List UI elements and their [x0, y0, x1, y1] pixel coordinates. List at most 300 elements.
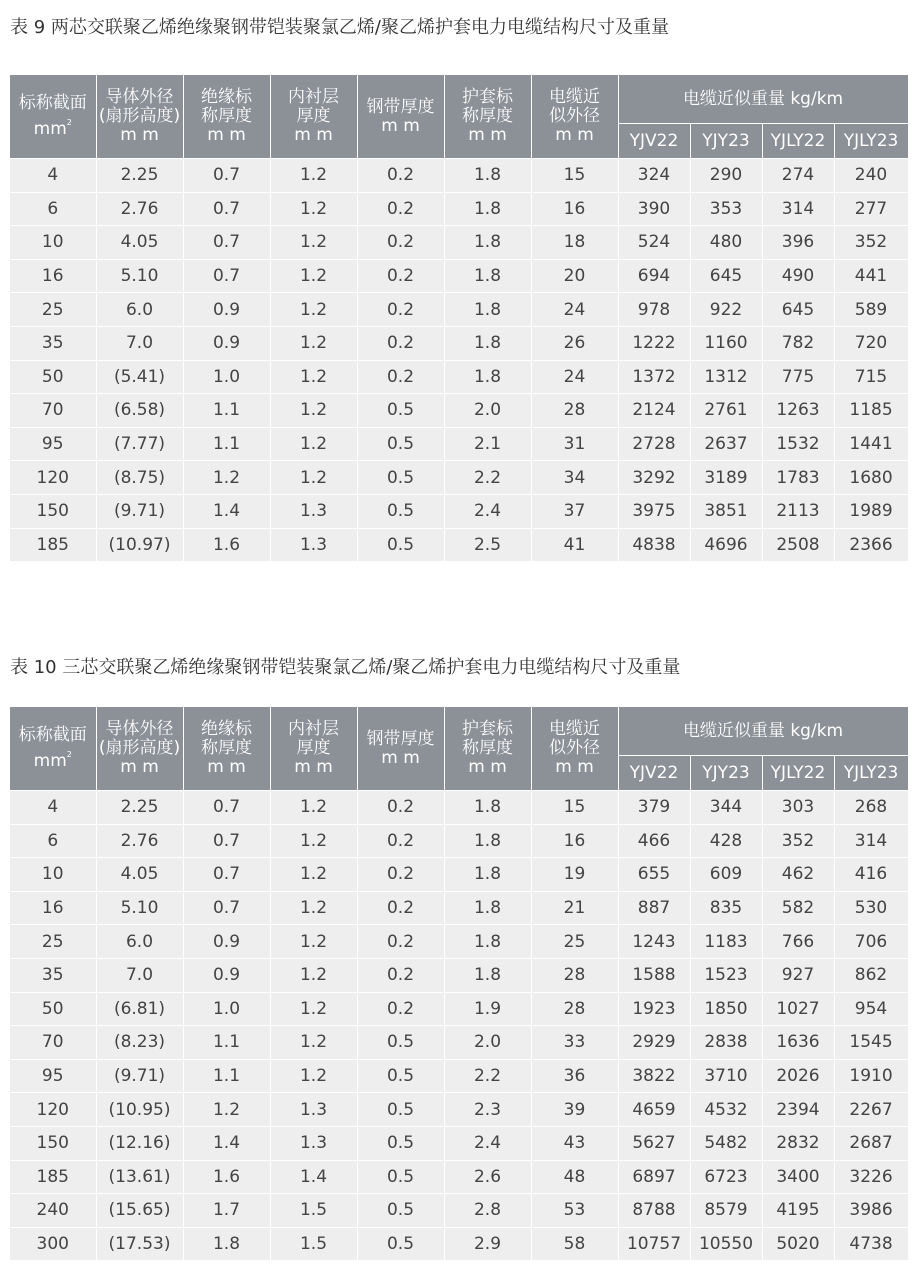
table-cell: 379 [618, 791, 690, 825]
table-cell: 0.5 [357, 394, 444, 428]
table-cell: 462 [762, 858, 834, 892]
table-cell: 775 [762, 360, 834, 394]
table-cell: 5020 [762, 1227, 834, 1261]
table-row [10, 992, 908, 1026]
table-cell: 0.2 [357, 858, 444, 892]
table-cell: 19 [531, 858, 618, 892]
table-cell: (8.75) [96, 461, 183, 495]
table-row [10, 427, 908, 461]
table-cell: 1.2 [270, 791, 357, 825]
table-cell: 4 [10, 159, 96, 193]
table-cell: 2.76 [96, 824, 183, 858]
table-cell: 0.7 [183, 791, 270, 825]
table-cell: 352 [834, 226, 908, 260]
table-cell: 0.7 [183, 824, 270, 858]
table-cell: 1263 [762, 394, 834, 428]
table-cell: 1.2 [183, 1093, 270, 1127]
table-cell: 344 [690, 791, 762, 825]
table-cell: 0.9 [183, 958, 270, 992]
table-cell: 0.7 [183, 192, 270, 226]
table-cell: 6897 [618, 1160, 690, 1194]
table-cell: 2.4 [444, 494, 531, 528]
table-cell: 0.9 [183, 326, 270, 360]
header-conductor-diameter: 导体外径 (扇形高度) m m [96, 707, 183, 791]
table-cell: (6.58) [96, 394, 183, 428]
table-cell: 1.3 [270, 1093, 357, 1127]
header-type-yjly22: YJLY22 [762, 756, 834, 791]
table-cell: 978 [618, 293, 690, 327]
table-cell: 41 [531, 528, 618, 562]
table-cell: (17.53) [96, 1227, 183, 1261]
table-cell: 26 [531, 326, 618, 360]
table-row [10, 360, 908, 394]
table-10-title: 表 10 三芯交联聚乙烯绝缘聚钢带铠装聚氯乙烯/聚乙烯护套电力电缆结构尺寸及重量 [10, 657, 681, 678]
table-cell: 1.8 [444, 958, 531, 992]
table-cell: 0.9 [183, 925, 270, 959]
table-cell: 95 [10, 1059, 96, 1093]
table-cell: 0.7 [183, 226, 270, 260]
table-cell: 2838 [690, 1026, 762, 1060]
table-cell: 24 [531, 293, 618, 327]
table-cell: 1372 [618, 360, 690, 394]
table-cell: 1.8 [444, 858, 531, 892]
table-cell: 1545 [834, 1026, 908, 1060]
header-type-yjv22: YJV22 [618, 124, 690, 159]
table-cell: 862 [834, 958, 908, 992]
table-cell: 1312 [690, 360, 762, 394]
table-cell: 1680 [834, 461, 908, 495]
table-cell: 2.2 [444, 1059, 531, 1093]
table-cell: 694 [618, 259, 690, 293]
table-cell: 2637 [690, 427, 762, 461]
table-cell: (5.41) [96, 360, 183, 394]
header-type-yjy23: YJY23 [690, 756, 762, 791]
table-cell: 33 [531, 1026, 618, 1060]
table-cell: 0.2 [357, 326, 444, 360]
header-type-yjly22: YJLY22 [762, 124, 834, 159]
table-cell: 5.10 [96, 891, 183, 925]
table-cell: 5627 [618, 1126, 690, 1160]
table-cell: 1243 [618, 925, 690, 959]
table-cell: 2.1 [444, 427, 531, 461]
table-cell: 1.1 [183, 394, 270, 428]
table-cell: 37 [531, 494, 618, 528]
table-row [10, 1093, 908, 1127]
table-cell: 1.9 [444, 992, 531, 1026]
table-cell: 352 [762, 824, 834, 858]
table-cell: 1.8 [444, 159, 531, 193]
table-cell: 0.2 [357, 891, 444, 925]
table-cell: 0.2 [357, 259, 444, 293]
table-cell: 0.7 [183, 159, 270, 193]
table-cell: 8788 [618, 1194, 690, 1228]
table-cell: 240 [10, 1194, 96, 1228]
table-cell: 1.2 [270, 259, 357, 293]
table-cell: 0.5 [357, 528, 444, 562]
table-cell: 120 [10, 1093, 96, 1127]
table-cell: (9.71) [96, 494, 183, 528]
table-cell: 2761 [690, 394, 762, 428]
table-cell: 466 [618, 824, 690, 858]
table-cell: 324 [618, 159, 690, 193]
table-row [10, 1227, 908, 1261]
table-cell: 20 [531, 259, 618, 293]
table-cell: 185 [10, 1160, 96, 1194]
table-cell: 645 [690, 259, 762, 293]
table-row [10, 791, 908, 825]
table-10-body [10, 791, 908, 1261]
header-sheath-thickness: 护套标 称厚度 m m [444, 75, 531, 159]
table-row [10, 1026, 908, 1060]
table-cell: 31 [531, 427, 618, 461]
table-cell: 0.2 [357, 958, 444, 992]
table-cell: 1.2 [270, 461, 357, 495]
table-cell: 8579 [690, 1194, 762, 1228]
table-9 [10, 74, 909, 562]
table-cell: 28 [531, 394, 618, 428]
table-cell: 6.0 [96, 925, 183, 959]
header-insulation-thickness: 绝缘标 称厚度 m m [183, 707, 270, 791]
table-cell: 1.5 [270, 1227, 357, 1261]
table-10 [10, 706, 909, 1261]
table-cell: 582 [762, 891, 834, 925]
table-cell: 0.2 [357, 360, 444, 394]
table-cell: 927 [762, 958, 834, 992]
table-cell: 4659 [618, 1093, 690, 1127]
table-cell: 490 [762, 259, 834, 293]
table-cell: 2.25 [96, 791, 183, 825]
table-cell: 7.0 [96, 326, 183, 360]
table-cell: 715 [834, 360, 908, 394]
table-cell: 1.4 [183, 494, 270, 528]
table-cell: 1.2 [270, 1059, 357, 1093]
table-cell: 1.2 [270, 192, 357, 226]
table-cell: 1.8 [444, 925, 531, 959]
table-cell: 274 [762, 159, 834, 193]
table-cell: 1.4 [183, 1126, 270, 1160]
table-cell: 1.8 [444, 360, 531, 394]
table-cell: 720 [834, 326, 908, 360]
table-cell: 15 [531, 791, 618, 825]
table-9-title: 表 9 两芯交联聚乙烯绝缘聚钢带铠装聚氯乙烯/聚乙烯护套电力电缆结构尺寸及重量 [10, 17, 669, 38]
table-cell: 2124 [618, 394, 690, 428]
table-cell: 3851 [690, 494, 762, 528]
table-cell: 314 [834, 824, 908, 858]
table-cell: 25 [531, 925, 618, 959]
header-steel-tape-thickness: 钢带厚度 m m [357, 75, 444, 159]
table-cell: 0.7 [183, 858, 270, 892]
table-cell: 1183 [690, 925, 762, 959]
table-cell: (10.95) [96, 1093, 183, 1127]
table-cell: 0.5 [357, 1194, 444, 1228]
table-cell: 0.2 [357, 992, 444, 1026]
table-cell: 589 [834, 293, 908, 327]
table-cell: 0.5 [357, 1093, 444, 1127]
table-cell: 48 [531, 1160, 618, 1194]
table-cell: 3400 [762, 1160, 834, 1194]
header-inner-layer-thickness: 内衬层 厚度 m m [270, 707, 357, 791]
table-cell: 1.8 [444, 226, 531, 260]
header-approx-weight: 电缆近似重量 kg/km [618, 75, 908, 124]
table-cell: 2.9 [444, 1227, 531, 1261]
table-row [10, 494, 908, 528]
table-cell: 524 [618, 226, 690, 260]
table-cell: 53 [531, 1194, 618, 1228]
table-cell: 0.2 [357, 159, 444, 193]
table-row [10, 1126, 908, 1160]
table-cell: 6 [10, 824, 96, 858]
table-cell: 1.8 [183, 1227, 270, 1261]
table-cell: 2026 [762, 1059, 834, 1093]
table-cell: 1.2 [270, 159, 357, 193]
table-cell: 1.2 [270, 824, 357, 858]
table-cell: (10.97) [96, 528, 183, 562]
table-cell: 10 [10, 226, 96, 260]
header-outer-diameter: 电缆近 似外径 m m [531, 75, 618, 159]
table-cell: 28 [531, 992, 618, 1026]
table-cell: 120 [10, 461, 96, 495]
table-cell: 2.3 [444, 1093, 531, 1127]
table-cell: 609 [690, 858, 762, 892]
table-cell: 2.6 [444, 1160, 531, 1194]
table-cell: 835 [690, 891, 762, 925]
table-cell: 6 [10, 192, 96, 226]
table-row [10, 259, 908, 293]
header-approx-weight: 电缆近似重量 kg/km [618, 707, 908, 756]
table-cell: 18 [531, 226, 618, 260]
table-cell: (13.61) [96, 1160, 183, 1194]
table-cell: 706 [834, 925, 908, 959]
table-cell: 0.5 [357, 1227, 444, 1261]
table-cell: 35 [10, 958, 96, 992]
table-cell: 1.2 [270, 925, 357, 959]
table-cell: 25 [10, 293, 96, 327]
table-cell: 1636 [762, 1026, 834, 1060]
table-cell: 441 [834, 259, 908, 293]
table-cell: 2.5 [444, 528, 531, 562]
table-cell: 4 [10, 791, 96, 825]
table-cell: 1.8 [444, 824, 531, 858]
header-inner-layer-thickness: 内衬层 厚度 m m [270, 75, 357, 159]
table-cell: 1.2 [270, 958, 357, 992]
table-cell: 390 [618, 192, 690, 226]
table-cell: 34 [531, 461, 618, 495]
table-cell: (12.16) [96, 1126, 183, 1160]
table-row [10, 461, 908, 495]
table-cell: 1.3 [270, 494, 357, 528]
table-cell: 2832 [762, 1126, 834, 1160]
table-cell: 39 [531, 1093, 618, 1127]
table-cell: 1523 [690, 958, 762, 992]
table-cell: 1532 [762, 427, 834, 461]
table-cell: 1.2 [270, 992, 357, 1026]
table-cell: 2267 [834, 1093, 908, 1127]
table-cell: 2.25 [96, 159, 183, 193]
table-cell: 28 [531, 958, 618, 992]
header-type-yjy23: YJY23 [690, 124, 762, 159]
table-row [10, 192, 908, 226]
table-cell: 0.5 [357, 461, 444, 495]
table-cell: 1.2 [270, 293, 357, 327]
table-cell: 3226 [834, 1160, 908, 1194]
table-cell: 58 [531, 1227, 618, 1261]
table-cell: 16 [10, 259, 96, 293]
table-cell: 3292 [618, 461, 690, 495]
header-insulation-thickness: 绝缘标 称厚度 m m [183, 75, 270, 159]
table-cell: 1.1 [183, 1026, 270, 1060]
table-cell: 3986 [834, 1194, 908, 1228]
table-cell: 10757 [618, 1227, 690, 1261]
table-cell: 4.05 [96, 858, 183, 892]
table-cell: 70 [10, 1026, 96, 1060]
table-cell: 1.6 [183, 528, 270, 562]
table-cell: 2.2 [444, 461, 531, 495]
table-row [10, 925, 908, 959]
table-cell: 1441 [834, 427, 908, 461]
table-cell: 16 [531, 824, 618, 858]
table-cell: 0.5 [357, 1126, 444, 1160]
table-cell: 1185 [834, 394, 908, 428]
table-cell: 1.3 [270, 1126, 357, 1160]
table-row [10, 293, 908, 327]
table-cell: 25 [10, 925, 96, 959]
table-cell: 240 [834, 159, 908, 193]
table-cell: 2.8 [444, 1194, 531, 1228]
table-cell: 887 [618, 891, 690, 925]
header-type-yjly23: YJLY23 [834, 124, 908, 159]
table-cell: 1.2 [270, 226, 357, 260]
table-cell: 1783 [762, 461, 834, 495]
table-cell: 1.2 [270, 360, 357, 394]
table-cell: 2687 [834, 1126, 908, 1160]
table-cell: 2.0 [444, 1026, 531, 1060]
table-cell: 396 [762, 226, 834, 260]
table-cell: 2394 [762, 1093, 834, 1127]
table-cell: 1.0 [183, 360, 270, 394]
table-cell: 428 [690, 824, 762, 858]
table-cell: 3189 [690, 461, 762, 495]
table-cell: 1.3 [270, 528, 357, 562]
table-cell: 1027 [762, 992, 834, 1026]
table-cell: 416 [834, 858, 908, 892]
table-row [10, 159, 908, 193]
table-cell: 277 [834, 192, 908, 226]
table-cell: 1.8 [444, 326, 531, 360]
table-cell: 0.7 [183, 891, 270, 925]
table-cell: 4532 [690, 1093, 762, 1127]
table-cell: 2929 [618, 1026, 690, 1060]
table-cell: 922 [690, 293, 762, 327]
table-cell: 36 [531, 1059, 618, 1093]
table-cell: 2.0 [444, 394, 531, 428]
table-cell: 1.8 [444, 293, 531, 327]
table-cell: (7.77) [96, 427, 183, 461]
table-cell: 1.2 [270, 1026, 357, 1060]
table-cell: 50 [10, 360, 96, 394]
table-cell: 655 [618, 858, 690, 892]
header-conductor-diameter: 导体外径 (扇形高度) m m [96, 75, 183, 159]
table-cell: 150 [10, 494, 96, 528]
table-cell: 10 [10, 858, 96, 892]
table-cell: 1.2 [270, 394, 357, 428]
table-cell: 353 [690, 192, 762, 226]
table-cell: 1.7 [183, 1194, 270, 1228]
table-cell: 24 [531, 360, 618, 394]
table-cell: 6723 [690, 1160, 762, 1194]
table-row [10, 1160, 908, 1194]
table-cell: 15 [531, 159, 618, 193]
table-cell: 0.2 [357, 824, 444, 858]
table-row [10, 891, 908, 925]
header-type-yjv22: YJV22 [618, 756, 690, 791]
table-cell: 1.8 [444, 192, 531, 226]
table-cell: 0.5 [357, 1160, 444, 1194]
table-cell: 1.2 [270, 891, 357, 925]
table-cell: (8.23) [96, 1026, 183, 1060]
table-cell: 3975 [618, 494, 690, 528]
table-cell: 1923 [618, 992, 690, 1026]
header-steel-tape-thickness: 钢带厚度 m m [357, 707, 444, 791]
table-cell: 7.0 [96, 958, 183, 992]
table-cell: 95 [10, 427, 96, 461]
table-cell: 1.8 [444, 891, 531, 925]
table-cell: 782 [762, 326, 834, 360]
table-cell: 0.2 [357, 925, 444, 959]
table-cell: 480 [690, 226, 762, 260]
table-cell: 645 [762, 293, 834, 327]
table-9-body [10, 159, 908, 562]
table-cell: 4.05 [96, 226, 183, 260]
table-cell: (9.71) [96, 1059, 183, 1093]
table-cell: 4195 [762, 1194, 834, 1228]
table-cell: 1.1 [183, 1059, 270, 1093]
table-row [10, 858, 908, 892]
table-cell: 150 [10, 1126, 96, 1160]
table-row [10, 394, 908, 428]
table-cell: 1.6 [183, 1160, 270, 1194]
table-cell: 43 [531, 1126, 618, 1160]
table-cell: 0.5 [357, 494, 444, 528]
table-cell: 50 [10, 992, 96, 1026]
table-cell: 290 [690, 159, 762, 193]
table-cell: 1.2 [183, 461, 270, 495]
table-cell: 0.5 [357, 1059, 444, 1093]
table-cell: 2728 [618, 427, 690, 461]
table-cell: 70 [10, 394, 96, 428]
table-cell: 1.8 [444, 791, 531, 825]
table-cell: 6.0 [96, 293, 183, 327]
table-cell: 3822 [618, 1059, 690, 1093]
table-cell: 1588 [618, 958, 690, 992]
table-cell: 268 [834, 791, 908, 825]
table-row [10, 226, 908, 260]
table-cell: 5482 [690, 1126, 762, 1160]
table-cell: 16 [10, 891, 96, 925]
table-cell: 303 [762, 791, 834, 825]
table-cell: 0.2 [357, 791, 444, 825]
table-cell: 21 [531, 891, 618, 925]
header-nominal-section: 标称截面 $mm^2$ [10, 707, 96, 791]
table-cell: 16 [531, 192, 618, 226]
table-cell: 530 [834, 891, 908, 925]
table-cell: 766 [762, 925, 834, 959]
table-cell: 4838 [618, 528, 690, 562]
table-cell: 2508 [762, 528, 834, 562]
table-row [10, 958, 908, 992]
table-row [10, 326, 908, 360]
table-cell: 10550 [690, 1227, 762, 1261]
table-cell: 0.2 [357, 293, 444, 327]
